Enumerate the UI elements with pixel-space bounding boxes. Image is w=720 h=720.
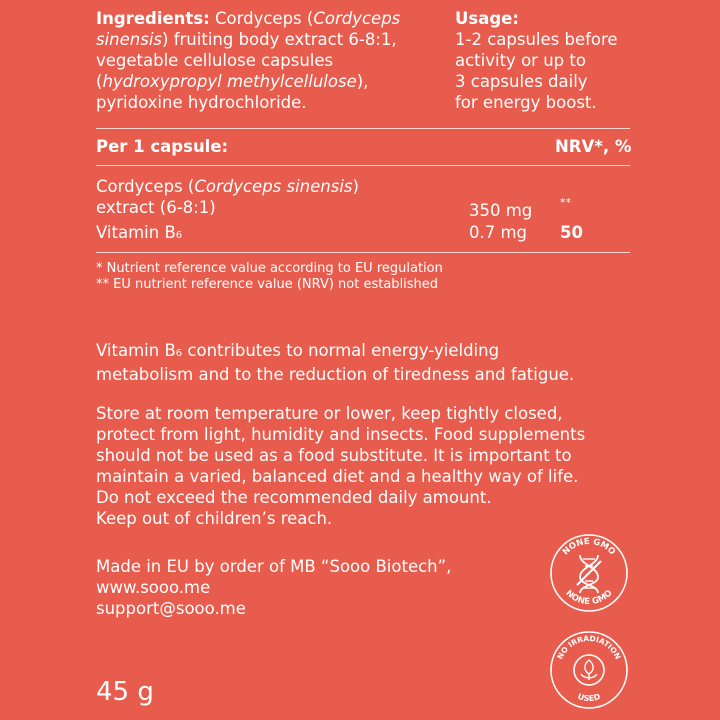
storage-line: maintain a varied, balanced diet and a healthy way of life. <box>96 467 579 486</box>
svg-text:NO IRRADIATION: NO IRRADIATION <box>555 633 623 661</box>
divider <box>96 252 630 253</box>
storage-line: Keep out of children’s reach. <box>96 509 333 528</box>
nutrient-amount: 350 mg <box>469 201 533 220</box>
svg-text:NONE GMO: NONE GMO <box>563 588 615 608</box>
ingredients-text: ( <box>96 72 103 91</box>
nutrient-name-vitamin-b6: Vitamin B6 <box>96 223 183 242</box>
ingredients-label: Ingredients: <box>96 9 210 28</box>
nutrient-nrv: 50 <box>560 223 583 242</box>
manufacturer-info <box>96 556 536 619</box>
nutrient-name-cordyceps: Cordyceps (Cordyceps sinensis) extract (6-8:1) <box>96 177 359 217</box>
svg-text:NONE GMO: NONE GMO <box>560 536 618 558</box>
storage-warnings <box>96 403 656 529</box>
health-claim: Vitamin B6 contributes to normal energy-yielding metabolism and to the reduction of tiredness and fatigue. <box>96 341 575 384</box>
manufacturer-line: Made in EU by order of MB “Sooo Biotech”, <box>96 557 452 576</box>
ingredients-text: ) fruiting body extract 6-8:1, <box>162 30 397 49</box>
support-email: support@sooo.me <box>96 599 246 618</box>
usage-line: activity or up to <box>455 51 586 70</box>
ingredients-text: Cordyceps <box>313 9 401 28</box>
irradiation-icon <box>549 630 629 710</box>
svg-text:USED: USED <box>576 692 602 704</box>
storage-line: protect from light, humidity and insects. Food supplements <box>96 425 586 444</box>
ingredients-text: ), <box>356 72 369 91</box>
ingredients-text: sinensis <box>96 30 163 49</box>
nutrient-amount: 0.7 mg <box>469 223 528 242</box>
divider <box>96 128 630 129</box>
usage-line: 1-2 capsules before <box>455 30 618 49</box>
storage-line: Store at room temperature or lower, keep tightly closed, <box>96 404 563 423</box>
usage-label: Usage: <box>455 9 519 28</box>
per-capsule-label: Per 1 capsule: <box>96 137 229 156</box>
footnotes <box>96 261 443 293</box>
ingredients-text: pyridoxine hydrochloride. <box>96 93 307 112</box>
nutrient-nrv: ** <box>560 196 571 209</box>
none-gmo-badge <box>549 533 629 613</box>
ingredients-text: Cordyceps ( <box>209 9 314 28</box>
storage-line: should not be used as a food substitute. It is important to <box>96 446 572 465</box>
usage-line: 3 capsules daily <box>455 72 588 91</box>
usage-block <box>455 8 655 113</box>
storage-line: Do not exceed the recommended daily amount. <box>96 488 492 507</box>
website-link: www.sooo.me <box>96 578 211 597</box>
net-weight: 45 g <box>96 677 154 707</box>
usage-line: for energy boost. <box>455 93 597 112</box>
dna-icon <box>549 533 629 613</box>
footnote: ** EU nutrient reference value (NRV) not established <box>96 277 439 292</box>
divider <box>96 165 630 166</box>
no-irradiation-badge <box>549 630 629 710</box>
footnote: * Nutrient reference value according to EU regulation <box>96 261 443 276</box>
nrv-header: NRV*, % <box>555 137 632 156</box>
ingredients-text: hydroxypropyl methylcellulose <box>102 72 357 91</box>
ingredients-text: vegetable cellulose capsules <box>96 51 334 70</box>
ingredients-block <box>96 8 436 113</box>
